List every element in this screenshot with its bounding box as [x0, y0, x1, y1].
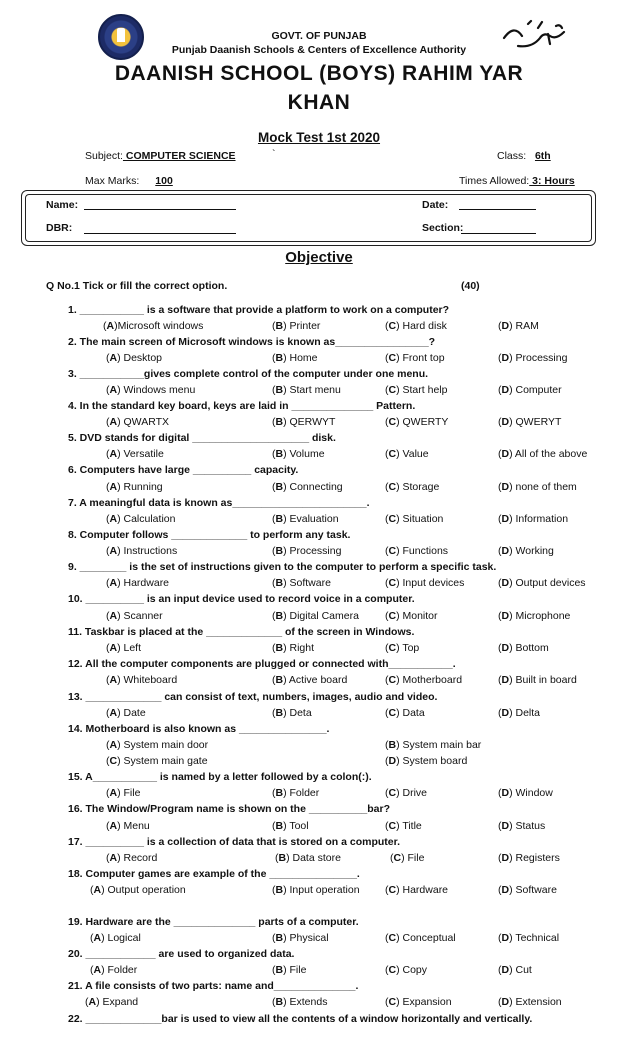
option[interactable]: (B) Data store	[275, 852, 341, 864]
option[interactable]: (A) Record	[106, 852, 158, 864]
objective-heading: Objective	[285, 249, 353, 266]
school-title-line2: KHAN	[287, 91, 351, 114]
class-label: Class:	[497, 150, 527, 162]
dbr-label: DBR:	[46, 222, 73, 234]
option[interactable]: (D) Cut	[498, 964, 532, 976]
marks-value: 100	[155, 175, 173, 187]
option[interactable]: (D) All of the above	[498, 448, 588, 460]
option[interactable]: (C) Data	[385, 707, 425, 719]
time-value: 3: Hours	[529, 175, 575, 187]
option[interactable]: (A) Running	[106, 481, 163, 493]
question-text: 11. Taskbar is placed at the _____________ of the screen in Windows.	[68, 626, 415, 638]
subject-value: COMPUTER SCIENCE	[122, 150, 236, 162]
option[interactable]: (D) Registers	[498, 852, 560, 864]
option[interactable]: (A) Scanner	[106, 610, 163, 622]
option[interactable]: (D) Window	[498, 787, 553, 799]
option[interactable]: (B) Active board	[272, 674, 348, 686]
option[interactable]: (D) Software	[498, 884, 557, 896]
option[interactable]: (B) File	[272, 964, 307, 976]
option[interactable]: (C) Motherboard	[385, 674, 463, 686]
option[interactable]: (D) Information	[498, 513, 569, 525]
question-text: 8. Computer follows _____________ to perform any task.	[68, 529, 351, 541]
option[interactable]: (A) Instructions	[106, 545, 178, 557]
question-text: 19. Hardware are the ______________ parts of a computer.	[68, 916, 359, 928]
option[interactable]: (D) RAM	[498, 320, 539, 332]
option[interactable]: (C) QWERTY	[385, 416, 449, 428]
option[interactable]: (A) Versatile	[106, 448, 164, 460]
option[interactable]: (C) Storage	[385, 481, 440, 493]
test-title: Mock Test 1st 2020	[257, 130, 381, 145]
option[interactable]: (A) Logical	[90, 932, 141, 944]
option[interactable]: (D) Output devices	[498, 577, 586, 589]
option[interactable]: (C) Start help	[385, 384, 448, 396]
option[interactable]: (B) Input operation	[272, 884, 360, 896]
question-text: 18. Computer games are example of the _______________.	[68, 868, 360, 880]
dbr-field[interactable]	[84, 233, 236, 234]
option[interactable]: (C) File	[390, 852, 425, 864]
option[interactable]: (C) Hard disk	[385, 320, 447, 332]
option[interactable]: (B) Evaluation	[272, 513, 339, 525]
option[interactable]: (B) Home	[272, 352, 318, 364]
option[interactable]: (A) Whiteboard	[106, 674, 178, 686]
subject-info	[85, 150, 236, 162]
question-text: 13. _____________ can consist of text, numbers, images, audio and video.	[68, 691, 438, 703]
question-text: 1. ___________ is a software that provide a platform to work on a computer?	[68, 304, 450, 316]
option[interactable]: (B) Processing	[272, 545, 342, 557]
option[interactable]: (D) Technical	[498, 932, 560, 944]
option[interactable]: (C) Input devices	[385, 577, 465, 589]
option[interactable]: (D) Microphone	[498, 610, 571, 622]
option[interactable]: (B) Digital Camera	[272, 610, 359, 622]
option[interactable]: (A) Desktop	[106, 352, 163, 364]
option[interactable]: (D) System board	[385, 755, 468, 767]
question-instruction: Q No.1 Tick or fill the correct option.	[46, 280, 228, 292]
option[interactable]: (D) Computer	[498, 384, 562, 396]
question-text: 14. Motherboard is also known as _______________.	[68, 723, 330, 735]
option[interactable]: (A) Output operation	[90, 884, 186, 896]
option[interactable]: (B) Connecting	[272, 481, 343, 493]
option[interactable]: (C) Title	[385, 820, 422, 832]
option[interactable]: (A) Folder	[90, 964, 138, 976]
option[interactable]: (B) Folder	[272, 787, 320, 799]
option[interactable]: (C) Conceptual	[385, 932, 456, 944]
tick-mark: `	[272, 148, 276, 160]
question-text: 15. A___________ is named by a letter followed by a colon(:).	[68, 771, 372, 783]
option[interactable]: (B) Software	[272, 577, 331, 589]
govt-heading: GOVT. OF PUNJAB	[271, 30, 367, 42]
option[interactable]: (D) Built in board	[498, 674, 577, 686]
option[interactable]: (A) Left	[106, 642, 142, 654]
option[interactable]: (B) Right	[272, 642, 315, 654]
question-text: 20. ____________ are used to organized data.	[68, 948, 295, 960]
section-label: Section:	[422, 222, 464, 234]
question-text: 12. All the computer components are plugged or connected with___________.	[68, 658, 456, 670]
marks-label: Max Marks:	[85, 175, 140, 187]
option[interactable]: (D) Status	[498, 820, 546, 832]
option[interactable]: (A) QWARTX	[106, 416, 170, 428]
option[interactable]: (B) Tool	[272, 820, 309, 832]
student-info-box-inner	[25, 194, 592, 242]
date-label: Date:	[422, 199, 449, 211]
question-text: 3. ___________gives complete control of the computer under one menu.	[68, 368, 429, 380]
option[interactable]: (B) Extends	[272, 996, 328, 1008]
question-text: 6. Computers have large __________ capacity.	[68, 464, 299, 476]
class-value: 6th	[534, 150, 551, 162]
class-info	[497, 150, 551, 162]
question-text: 7. A meaningful data is known as_______________________.	[68, 497, 370, 509]
option[interactable]: (B) Start menu	[272, 384, 341, 396]
school-title-line1: DAANISH SCHOOL (BOYS) RAHIM YAR	[114, 62, 524, 85]
option[interactable]: (A) Windows menu	[106, 384, 196, 396]
max-marks-info	[85, 175, 234, 187]
option[interactable]: (C) Situation	[385, 513, 444, 525]
time-label: Times Allowed:	[459, 175, 530, 187]
option[interactable]: (A) Menu	[106, 820, 150, 832]
option[interactable]: (A) System main door	[106, 739, 209, 751]
option[interactable]: (D) Processing	[498, 352, 568, 364]
option[interactable]: (C) Copy	[385, 964, 428, 976]
option[interactable]: (A) Calculation	[106, 513, 176, 525]
option[interactable]: (D) Delta	[498, 707, 541, 719]
option[interactable]: (C) Top	[385, 642, 420, 654]
option[interactable]: (A)Microsoft windows	[103, 320, 204, 332]
option[interactable]: (C) Monitor	[385, 610, 438, 622]
question-text: 17. __________ is a collection of data that is stored on a computer.	[68, 836, 401, 848]
option[interactable]: (B) Printer	[272, 320, 321, 332]
option[interactable]: (A) File	[106, 787, 141, 799]
option[interactable]: (D) Working	[498, 545, 554, 557]
option[interactable]: (C) Front top	[385, 352, 445, 364]
authority-heading: Punjab Daanish Schools & Centers of Excellence Authority	[171, 44, 467, 56]
question-text: 10. __________ is an input device used to record voice in a computer.	[68, 593, 415, 605]
time-info	[459, 175, 575, 187]
option[interactable]: (B) Deta	[272, 707, 312, 719]
option[interactable]: (B) QERWYT	[272, 416, 336, 428]
name-field[interactable]	[84, 209, 236, 210]
option[interactable]: (D) none of them	[498, 481, 577, 493]
option[interactable]: (C) Expansion	[385, 996, 452, 1008]
option[interactable]: (C) Hardware	[385, 884, 449, 896]
question-text: 5. DVD stands for digital ____________________ disk.	[68, 432, 336, 444]
question-text: 16. The Window/Program name is shown on the __________bar?	[68, 803, 391, 815]
date-field[interactable]	[459, 209, 536, 210]
option[interactable]: (A) Expand	[85, 996, 139, 1008]
question-text: 21. A file consists of two parts: name and______________.	[68, 980, 359, 992]
option[interactable]: (C) Functions	[385, 545, 449, 557]
question-text: 4. In the standard key board, keys are laid in ______________ Pattern.	[68, 400, 416, 412]
option[interactable]: (D) Extension	[498, 996, 562, 1008]
option[interactable]: (A) Hardware	[106, 577, 170, 589]
question-text: 9. ________ is the set of instructions given to the computer to perform a specific task.	[68, 561, 497, 573]
name-label: Name:	[46, 199, 79, 211]
option[interactable]: (A) Date	[106, 707, 146, 719]
question-text: 2. The main screen of Microsoft windows is known as________________?	[68, 336, 436, 348]
option[interactable]: (C) Value	[385, 448, 429, 460]
option[interactable]: (C) System main gate	[106, 755, 208, 767]
option[interactable]: (B) System main bar	[385, 739, 482, 751]
question-text: 22. _____________bar is used to view all the contents of a window horizontally and vertically.	[68, 1013, 533, 1025]
option[interactable]: (B) Volume	[272, 448, 325, 460]
option[interactable]: (D) QWERYT	[498, 416, 562, 428]
option[interactable]: (C) Drive	[385, 787, 428, 799]
option[interactable]: (D) Bottom	[498, 642, 549, 654]
question-marks: (40)	[461, 280, 480, 292]
option[interactable]: (B) Physical	[272, 932, 329, 944]
subject-label: Subject:	[85, 150, 123, 162]
section-field[interactable]	[461, 233, 536, 234]
